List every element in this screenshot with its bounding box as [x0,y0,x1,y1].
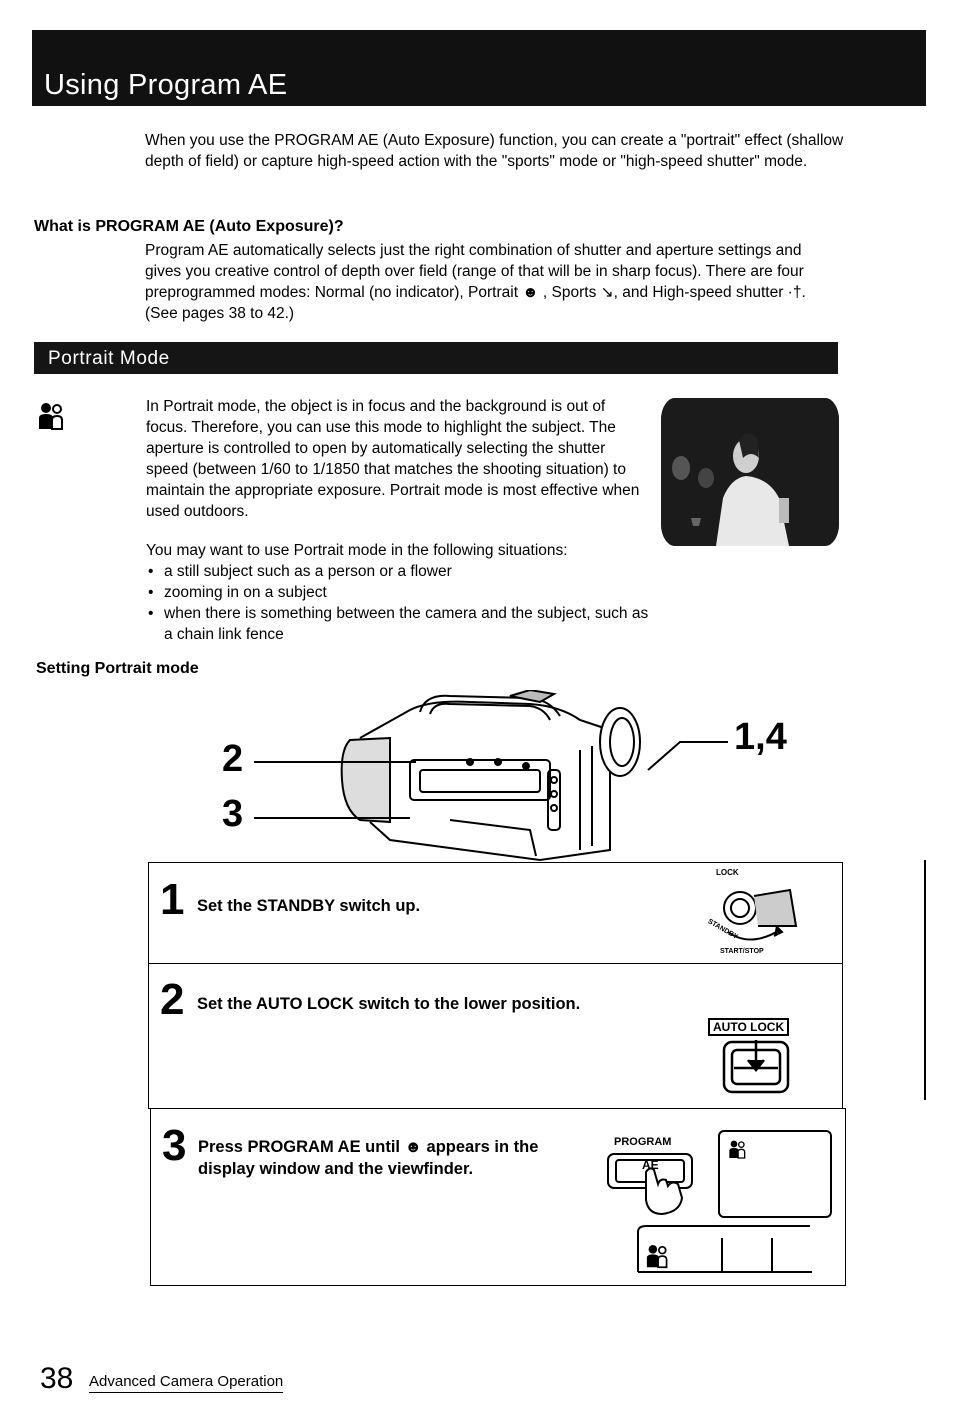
portrait-body: In Portrait mode, the object is in focus and the background is out of focus. Therefore, you can use this mode to highlight the subject. The aperture is controlled to open by automatically selecting the shutter speed (between 1/60 to 1/1850 that matches the shooting situation) to maintain the appropriate exposure. Portrait mode is most effective when used outdoors. [146,398,640,520]
step-1-text: Set the STANDBY switch up. [197,897,421,915]
start-stop-label: START/STOP [720,948,764,955]
viewfinder-screen [718,1130,832,1218]
callout-2: 2 [222,738,244,780]
situations-list [146,561,666,645]
intro-paragraph: When you use the PROGRAM AE (Auto Exposure) function, you can create a "portrait" effect (shallow depth of field) or capture high-speed action with the "sports" mode or "high-speed shutter" mode. [145,132,844,170]
step-2-text: Set the AUTO LOCK switch to the lower position. [197,995,581,1013]
step-2-number: 2 [160,975,185,1024]
callout-1-4: 1,4 [734,716,787,758]
page-number: 38 [40,1362,74,1395]
portrait-icon [728,1140,748,1160]
ae-button-label: AE [642,1158,659,1172]
auto-lock-label: AUTO LOCK [708,1018,789,1036]
list-item: • zooming in on a subject [146,582,666,603]
what-is-body: Program AE automatically selects just the right combination of shutter and aperture settings and gives you creative control of depth over field (range of that will be in sharp focus). There are four preprogrammed modes: Normal (no indicator), Portrait ☻ , Sports ↘, and High-speed shutter ·†. (See pages 38 to 42.) [145,242,806,322]
callout-3: 3 [222,793,244,835]
portrait-icon [646,1244,670,1270]
program-label: PROGRAM [614,1136,672,1148]
section-title: Portrait Mode [48,348,170,369]
what-is-heading: What is PROGRAM AE (Auto Exposure)? [34,218,344,235]
lock-label: LOCK [716,868,739,877]
step-3-text: Press PROGRAM AE until ☻ appears in the display window and the viewfinder. [198,1138,539,1178]
page-title-bar [32,30,926,106]
situations-block [146,540,666,645]
list-item: • a still subject such as a person or a flower [146,561,666,582]
section-bar [34,342,838,374]
step-1-number: 1 [160,875,185,924]
page-title: Using Program AE [44,69,288,101]
step-3-number: 3 [162,1121,187,1170]
auto-lock-switch-illustration [720,1038,792,1096]
callout-leaders [240,700,740,840]
situations-intro: You may want to use Portrait mode in the following situations: [146,542,568,559]
footer-section: Advanced Camera Operation [89,1373,283,1393]
setting-heading: Setting Portrait mode [36,660,199,677]
list-item: • when there is something between the camera and the subject, such as a chain link fence [146,603,654,645]
margin-rule [924,860,926,1100]
portrait-example-photo [661,398,839,546]
standby-label: STANDBY [706,918,739,941]
display-window [636,1224,812,1274]
standby-switch-illustration [700,870,810,960]
portrait-icon [38,402,66,432]
